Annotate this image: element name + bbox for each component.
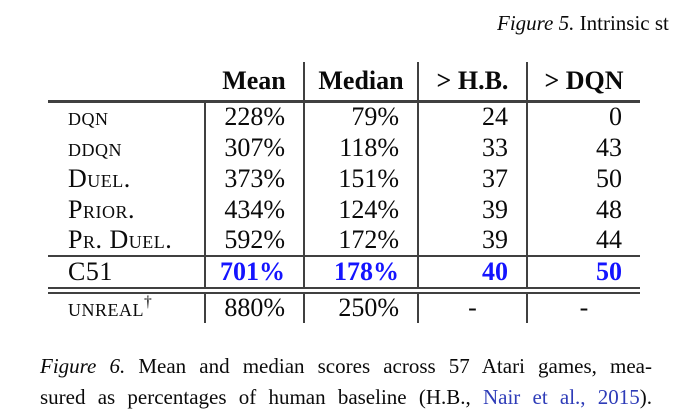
cell-median: 172% <box>304 225 418 256</box>
figure6-label: Figure 6. <box>40 354 126 378</box>
results-table <box>48 62 640 323</box>
cell-gt-hb: 39 <box>418 225 527 256</box>
row-label: Pr. Duel. <box>48 225 205 256</box>
table-row-duel <box>48 163 640 194</box>
cell-gt-hb: 37 <box>418 163 527 194</box>
cell-mean-highlight: 701% <box>205 256 304 290</box>
table-row-dqn <box>48 101 640 132</box>
cell-gt-hb: 39 <box>418 194 527 225</box>
dagger-footnote-mark: † <box>144 293 153 311</box>
table-row-ddqn <box>48 132 640 163</box>
cell-median: 250% <box>304 290 418 323</box>
figure5-text: Intrinsic st <box>574 11 669 35</box>
figure6-caption-text: ). <box>639 385 653 409</box>
figure6-caption-text: sured as percentages of human baseline (H.B., <box>40 385 483 409</box>
table-row-unreal <box>48 290 640 323</box>
cell-gt-hb-highlight: 40 <box>418 256 527 290</box>
header-gt-dqn: > DQN <box>527 62 640 101</box>
row-label <box>48 290 205 323</box>
header-empty <box>48 62 205 101</box>
header-gt-hb: > H.B. <box>418 62 527 101</box>
cell-gt-hb: 24 <box>418 101 527 132</box>
cell-gt-dqn: 48 <box>527 194 640 225</box>
citation-link-nair-2015[interactable]: Nair et al., 2015 <box>482 385 640 409</box>
row-label-text: unreal <box>68 293 144 323</box>
row-label: dqn <box>68 102 109 132</box>
cell-median: 151% <box>304 163 418 194</box>
cell-gt-hb: 33 <box>418 132 527 163</box>
cell-mean: 373% <box>205 163 304 194</box>
figure5-caption-fragment <box>497 11 682 39</box>
table-header-row <box>48 62 640 101</box>
cell-median-highlight: 178% <box>304 256 418 290</box>
header-median: Median <box>304 62 418 101</box>
cell-median: 124% <box>304 194 418 225</box>
cell-gt-dqn: 50 <box>527 163 640 194</box>
table-row-prior <box>48 194 640 225</box>
cell-median: 118% <box>304 132 418 163</box>
cell-gt-dqn-highlight: 50 <box>527 256 640 290</box>
cell-median: 79% <box>304 101 418 132</box>
cell-gt-dqn: 43 <box>527 132 640 163</box>
cell-gt-dqn-dash: - <box>527 290 640 323</box>
cell-mean: 592% <box>205 225 304 256</box>
cell-gt-dqn: 44 <box>527 225 640 256</box>
cell-gt-hb-dash: - <box>418 290 527 323</box>
row-label: C51 <box>48 256 205 290</box>
cell-mean: 434% <box>205 194 304 225</box>
cell-mean: 307% <box>205 132 304 163</box>
row-label: Prior. <box>68 194 135 224</box>
figure6-caption-text: Mean and median scores across 57 Atari games, mea- <box>125 354 652 378</box>
cell-mean: 880% <box>205 290 304 323</box>
cell-gt-dqn: 0 <box>527 101 640 132</box>
table-row-c51 <box>48 256 640 290</box>
row-label: Duel. <box>68 163 131 193</box>
figure5-label: Figure 5. <box>497 11 575 35</box>
cell-mean: 228% <box>205 101 304 132</box>
table-row-pr-duel <box>48 225 640 256</box>
figure6-caption-line2 <box>40 384 652 410</box>
figure6-caption-line1 <box>40 353 652 379</box>
header-mean: Mean <box>205 62 304 101</box>
row-label: ddqn <box>68 132 122 162</box>
